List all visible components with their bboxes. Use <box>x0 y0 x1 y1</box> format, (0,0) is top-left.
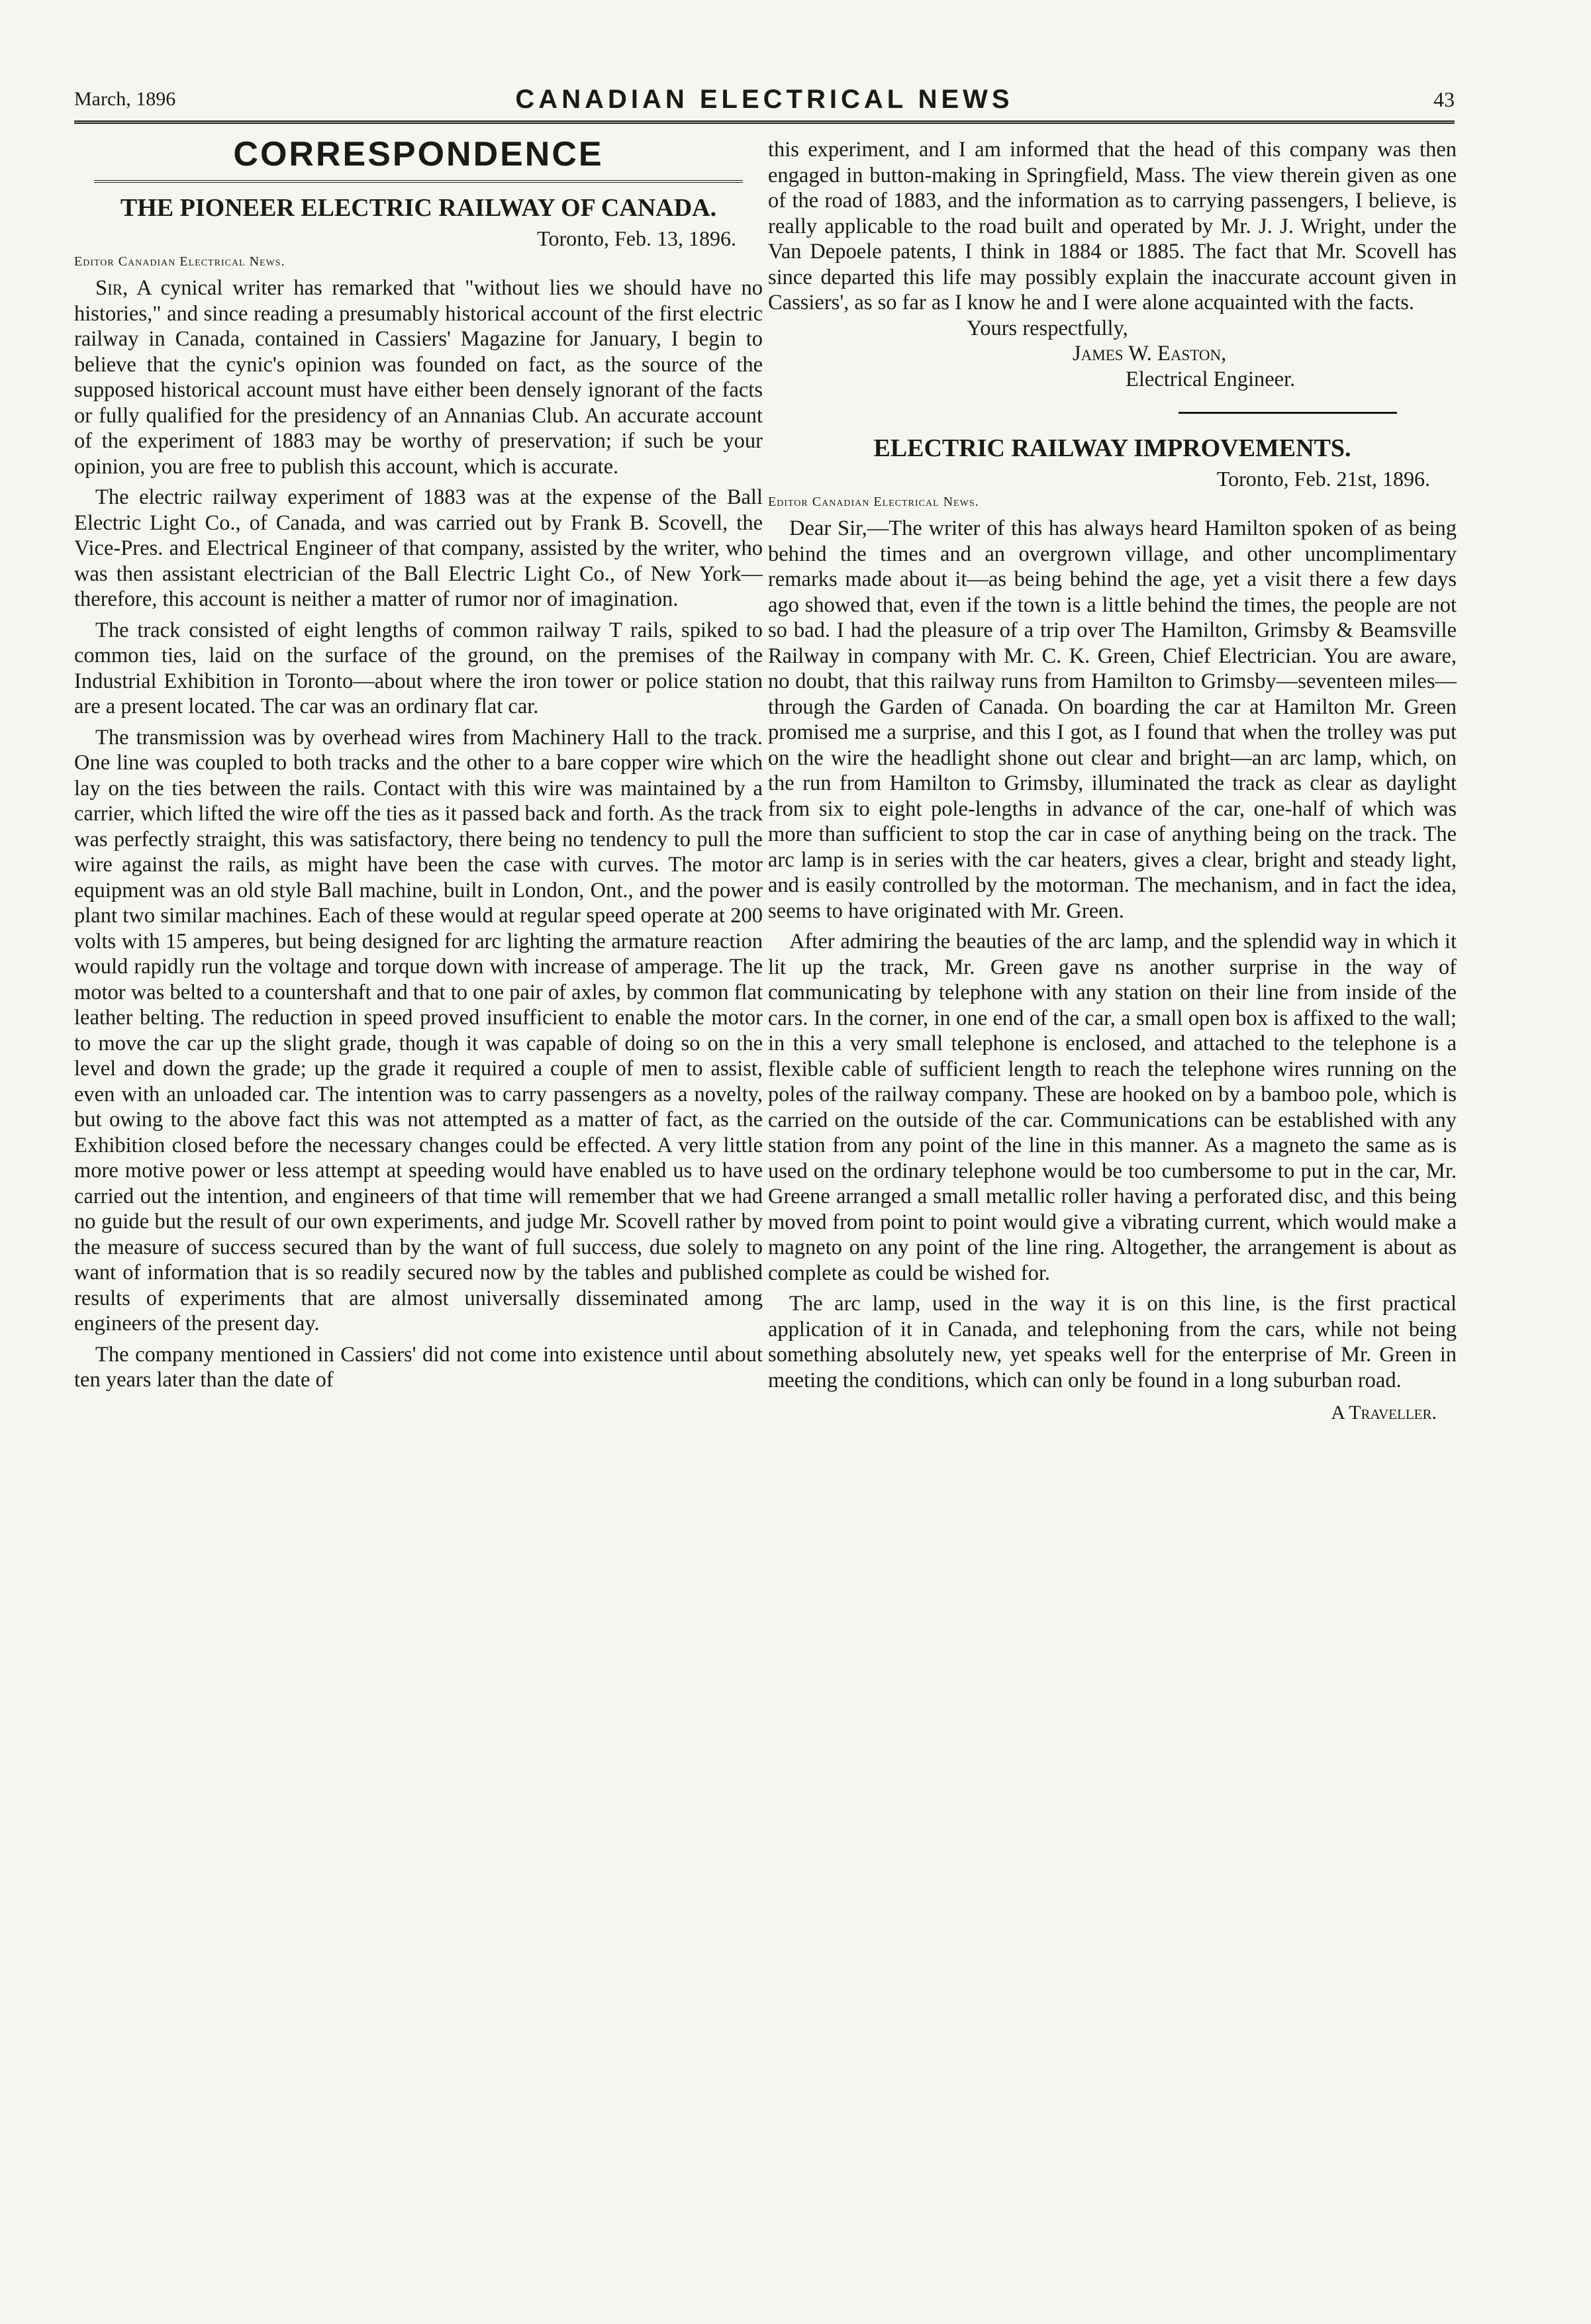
article1-closing <box>768 316 1457 393</box>
issue-date: March, 1896 <box>74 88 176 110</box>
article1-paragraph-4: The transmission was by overhead wires from Machinery Hall to the track. One line was coupled to both tracks and the other to a bare copper wire which lay on the ties between the rails. Contact with this wire was maintained by a carrier, which lifted the wire off the ties as it passed back and forth. As the track was perfectly straight, this was satisfactory, there being no tendency to pull the wire against the rails, as might have been the case with curves. The motor equipment was an old style Ball machine, built in London, Ont., and the power plant two similar machines. Each of these would at regular speed operate at 200 volts with 15 amperes, but being designed for arc lighting the armature reaction would rapidly run the voltage and torque down with increase of amperage. The motor was belted to a countershaft and that to one pair of axles, by common flat leather belting. The reduction in speed proved insufficient to enable the motor to move the car up the slight grade, though it was capable of doing so on the level and down the grade; up the grade it required a couple of men to assist, even with an unloaded car. The intention was to carry passengers as a novelty, but owing to the above fact this was not attempted as a matter of fact, as the Exhibition closed before the necessary changes could be effected. A very little more motive power or less attempt at speeding would have enabled us to have carried out the intention, and engineers of that time will remember that we had no guide but the result of our own experiments, and judge Mr. Scovell rather by the measure of success secured than by the want of full success, due solely to want of information that is so readily secured now by the tables and published results of experiments that are almost universally disseminated among engineers of the present day. <box>74 725 763 1335</box>
left-column <box>74 132 763 1393</box>
article1-editor-line: Editor Canadian Electrical News. <box>74 254 285 269</box>
article2-title: ELECTRIC RAILWAY IMPROVEMENTS. <box>873 434 1351 462</box>
article1-closing-line: Yours respectfully, <box>967 316 1128 340</box>
article1-paragraph-5-start: The company mentioned in Cassiers' did not come into existence until about ten years later than the date of <box>74 1342 763 1392</box>
article1-salutation: Sir, <box>95 276 128 300</box>
article1-paragraph-1 <box>74 275 763 479</box>
article1-paragraph-5-continued: this experiment, and I am informed that the head of this company was then engaged in button-making in Springfield, Mass. The view therein given as one of the road of 1883, and the information as to carrying passengers, I believe, is really applicable to the road built and operated by Mr. J. J. Wright, under the Van Depoele patents, I think in 1884 or 1885. The fact that Mr. Scovell has since departed this life may possibly explain the inaccurate account given in Cassiers', as so far as I know he and I were alone acquainted with the facts. <box>768 138 1457 315</box>
article1-dateline: Toronto, Feb. 13, 1896. <box>537 226 736 250</box>
right-column <box>768 137 1457 1426</box>
section-title: CORRESPONDENCE <box>233 135 604 173</box>
article1-paragraph-2: The electric railway experiment of 1883 was at the expense of the Ball Electric Light Co., of Canada, and was carried out by Frank B. Scovell, the Vice-Pres. and Electrical Engineer of that company, assisted by the writer, who was then assistant electrician of the Ball Electric Light Co., of New York—therefore, this account is neither a matter of rumor nor of imagination. <box>74 485 763 611</box>
page-header <box>74 79 1455 119</box>
publication-title: CANADIAN ELECTRICAL NEWS <box>515 85 1014 114</box>
article2-paragraph-2: After admiring the beauties of the arc lamp, and the splendid way in which it lit up the track, Mr. Green gave ns another surprise in the way of communicating by telephone with any station on their line from inside of the cars. In the corner, in one end of the car, a small open box is affixed to the wall; in this a very small telephone is enclosed, and attached to the telephone is a flexible cable of sufficient length to reach the telephone wires running on the poles of the railway company. These are hooked on by a bamboo pole, which is carried on the outside of the car. Communications can be established with any station from any point of the line in this manner. As a magneto the same as is used on the ordinary telephone would be too cumbersome to put in the car, Mr. Greene arranged a small metallic roller having a perforated disc, and this being moved from point to point would give a vibrating current, which would make a magneto on any point of the line ring. Altogether, the arrangement is about as complete as could be wished for. <box>768 930 1457 1285</box>
article2-paragraph-1: Dear Sir,—The writer of this has always heard Hamilton spoken of as being behind the times and an overgrown village, and other uncomplimentary remarks made about it—as being behind the age, yet a visit there a few days ago showed that, even if the town is a little behind the times, the people are not so bad. I had the pleasure of a trip over The Hamilton, Grimsby & Beamsville Railway in company with Mr. C. K. Green, Chief Electrician. You are aware, no doubt, that this railway runs from Hamilton to Grimsby—seventeen miles—through the Garden of Canada. On boarding the car at Hamilton Mr. Green promised me a surprise, and this I got, as I found that when the trolley was put on the wire the headlight shone out clear and bright—an arc lamp, which, on the run from Hamilton to Grimsby, illuminated the track as clear as daylight from six to eight pole-lengths in advance of the car, one-half of which was more than sufficient to stop the car in case of anything being on the track. The arc lamp is in series with the car heaters, gives a clear, bright and steady light, and is easily controlled by the motorman. The mechanism, and in fact the idea, seems to have originated with Mr. Green. <box>768 516 1457 923</box>
section-rule <box>94 180 743 183</box>
article1-paragraph-1-text: A cynical writer has remarked that "without lies we should have no histories," and since reading a presumably historical account of the first electric railway in Canada, contained in Cassiers' Magazine for January, I begin to believe that the cynic's opinion was founded on fact, as the source of the supposed historical account must have either been densely ignorant of the facts or fully qualified for the presidency of an Annanias Club. An accurate account of the experiment of 1883 may be worthy of preservation; if such be your opinion, you are free to publish this account, which is accurate. <box>74 276 763 479</box>
article-divider <box>1179 412 1397 414</box>
page-number: 43 <box>1433 87 1455 111</box>
article1-paragraph-3: The track consisted of eight lengths of common railway T rails, spiked to common ties, laid on the surface of the ground, on the premises of the Industrial Exhibition in Toronto—about where the iron tower or police station are a present located. The car was an ordinary flat car. <box>74 618 763 718</box>
article1-signature-title: Electrical Engineer. <box>1126 367 1296 391</box>
article2-dateline: Toronto, Feb. 21st, 1896. <box>1216 467 1430 491</box>
article1-signature: James W. Easton, <box>1073 342 1227 365</box>
header-rule <box>74 121 1455 124</box>
article2-paragraph-3: The arc lamp, used in the way it is on this line, is the first practical application of it in Canada, and telephoning from the cars, while not being something absolutely new, yet speaks well for the enterprise of Mr. Green in meeting the conditions, which can only be found in a long suburban road. <box>768 1292 1457 1392</box>
article2-signoff: A Traveller. <box>1331 1402 1437 1424</box>
article2-editor-line: Editor Canadian Electrical News. <box>768 495 979 509</box>
article1-title: THE PIONEER ELECTRIC RAILWAY OF CANADA. <box>120 194 717 222</box>
